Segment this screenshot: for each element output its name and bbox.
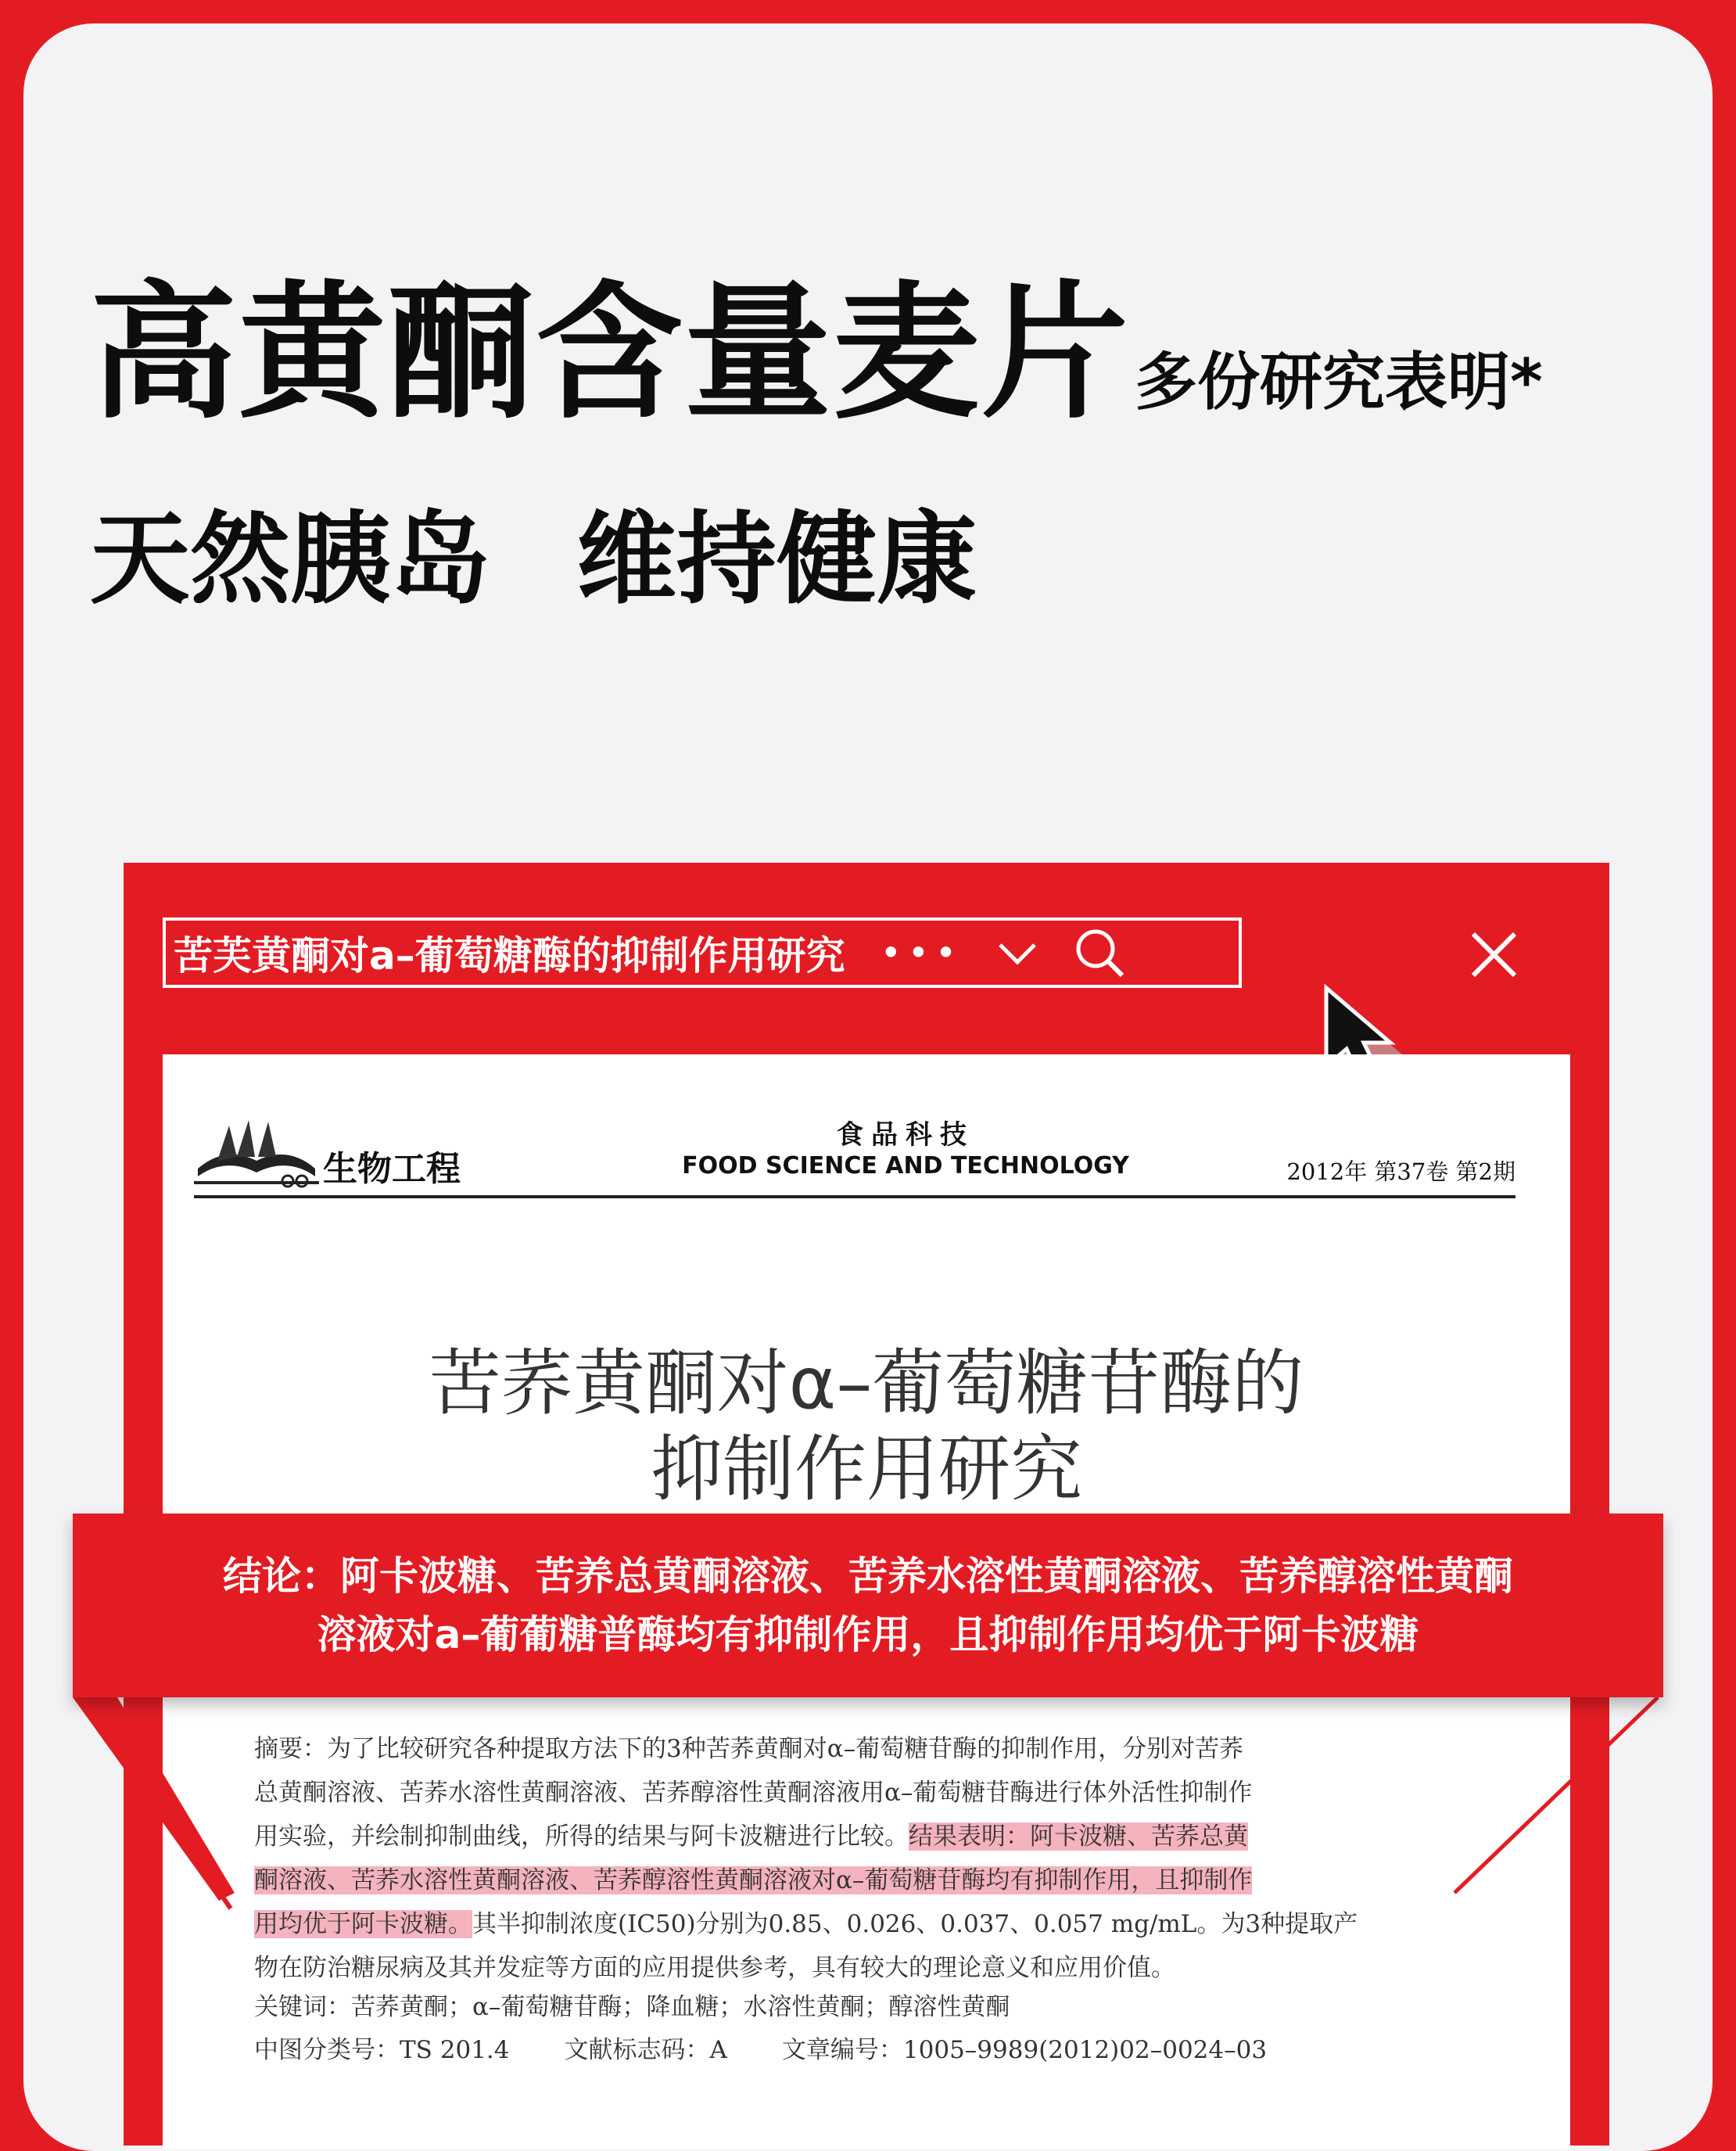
keywords: 关键词：苦荞黄酮；α–葡萄糖苷酶；降血糖；水溶性黄酮；醇溶性黄酮 xyxy=(254,1993,1010,2021)
journal-name-cn: 食品科技 xyxy=(837,1119,974,1151)
paper-title-line1: 苦荞黄酮对α–葡萄糖苷酶的 xyxy=(429,1341,1304,1425)
clc-number: 中图分类号：TS 201.4 xyxy=(254,2036,510,2064)
search-bar[interactable] xyxy=(163,917,1242,988)
journal-header xyxy=(194,1109,1515,1198)
subheadline-left: 天然胰岛 xyxy=(90,501,491,618)
headline xyxy=(90,235,1543,446)
abstract-text: 用实验，并绘制抑制曲线，所得的结果与阿卡波糖进行比较。 xyxy=(254,1822,909,1851)
subheadline-right: 维持健康 xyxy=(576,501,977,618)
article-number: 文章编号：1005–9989(2012)02–0024–03 xyxy=(781,2036,1268,2064)
journal-name-en: FOOD SCIENCE AND TECHNOLOGY xyxy=(682,1152,1129,1180)
more-options-icon[interactable]: ••• xyxy=(880,932,963,974)
classification-info xyxy=(254,2030,1322,2065)
headline-main: 高黄酮含量麦片 xyxy=(90,268,1130,439)
journal-section: 生物工程 xyxy=(323,1149,461,1189)
abstract-line xyxy=(254,1815,1466,1858)
close-icon[interactable] xyxy=(1469,929,1519,980)
search-icon[interactable] xyxy=(1072,925,1127,980)
highlighted-text: 结果表明：阿卡波糖、苦荞总黄 xyxy=(909,1822,1248,1851)
journal-issue: 2012年 第37卷 第2期 xyxy=(1286,1158,1515,1185)
abstract-line xyxy=(254,1858,1466,1902)
abstract-line: 总黄酮溶液、苦荞水溶性黄酮溶液、苦荞醇溶性黄酮溶液用α–葡萄糖苷酶进行体外活性抑制作 xyxy=(254,1779,1253,1807)
search-query[interactable]: 苦芙黄酮对a–葡萄糖酶的抑制作用研究 xyxy=(174,933,845,979)
highlighted-text: 酮溶液、苦荞水溶性黄酮溶液、苦荞醇溶性黄酮溶液对α–葡萄糖苷酶均有抑制作用，且抑制作 xyxy=(254,1866,1253,1894)
abstract-line xyxy=(254,1902,1466,1946)
document-code: 文献标志码：A xyxy=(564,2036,727,2064)
conclusion-line1: 结论：阿卡波糖、苦养总黄酮溶液、苦养水溶性黄酮溶液、苦养醇溶性黄酮 xyxy=(223,1553,1513,1599)
subheadline xyxy=(90,479,977,623)
highlighted-text: 用均优于阿卡波糖。 xyxy=(254,1910,472,1938)
conclusion-line2: 溶液对a–葡葡糖普酶均有抑制作用，且抑制作用均优于阿卡波糖 xyxy=(317,1611,1419,1657)
abstract-line: 物在防治糖尿病及其并发症等方面的应用提供参考，具有较大的理论意义和应用价值。 xyxy=(254,1954,1175,1982)
paper-title-line2: 抑制作用研究 xyxy=(650,1427,1082,1511)
abstract xyxy=(254,1727,1466,1990)
chevron-down-icon[interactable] xyxy=(994,937,1041,968)
headline-side: 多份研究表明* xyxy=(1135,346,1543,418)
conclusion-banner xyxy=(73,1514,1663,1697)
open-book-icon xyxy=(194,1114,319,1188)
abstract-line: 摘要：为了比较研究各种提取方法下的3种苦荞黄酮对α–葡萄糖苷酶的抑制作用，分别对苦荞 xyxy=(254,1735,1244,1763)
abstract-text: 其半抑制浓度(IC50)分别为0.85、0.026、0.037、0.057 mg/mL。为3种提取产 xyxy=(472,1910,1358,1938)
